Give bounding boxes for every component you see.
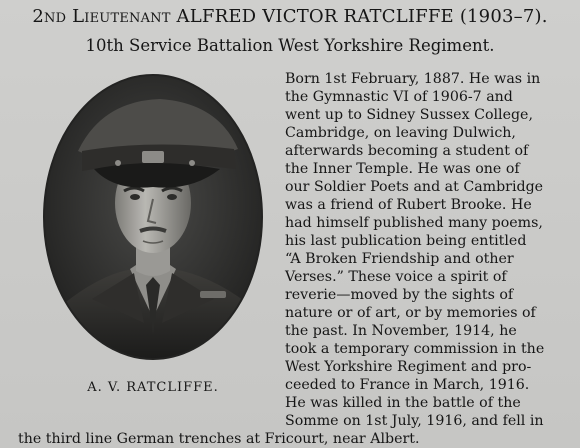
biography-line: the Inner Temple. He was one of bbox=[285, 161, 520, 177]
portrait-caption: A. V. RATCLIFFE. bbox=[87, 380, 219, 395]
biography-line: reverie—moved by the sights of bbox=[285, 287, 514, 303]
unit-subtitle: 10th Service Battalion West Yorkshire Regiment. bbox=[85, 36, 495, 55]
biography-line: the third line German trenches at Fricourt, near Albert. bbox=[18, 431, 420, 447]
school-years: (1903–7). bbox=[459, 6, 548, 27]
biography-line: afterwards becoming a student of bbox=[285, 143, 529, 159]
officer-name: ALFRED VICTOR RATCLIFFE bbox=[176, 6, 454, 27]
page-title bbox=[0, 6, 580, 27]
biography-line: “A Broken Friendship and other bbox=[285, 251, 514, 267]
biography-line: Verses.” These voice a spirit of bbox=[285, 269, 507, 285]
biography-line: went up to Sidney Sussex College, bbox=[285, 107, 533, 123]
biography-line: the Gymnastic VI of 1906-7 and bbox=[285, 89, 513, 105]
portrait-photo bbox=[42, 73, 264, 361]
biography-line: his last publication being entitled bbox=[285, 233, 527, 249]
biography-line: He was killed in the battle of the bbox=[285, 395, 521, 411]
biography-line: nature or of art, or by memories of bbox=[285, 305, 536, 321]
biography-line: our Soldier Poets and at Cambridge bbox=[285, 179, 544, 195]
biography-line: took a temporary commission in the bbox=[285, 341, 545, 357]
biography-line: Born 1st February, 1887. He was in bbox=[285, 71, 541, 87]
biography-line: Cambridge, on leaving Dulwich, bbox=[285, 125, 516, 141]
biography-line: ceeded to France in March, 1916. bbox=[285, 377, 530, 393]
biography-line: the past. In November, 1914, he bbox=[285, 323, 517, 339]
biography-line: was a friend of Rubert Brooke. He bbox=[285, 197, 532, 213]
rank-label: 2nd Lieutenant bbox=[32, 6, 171, 27]
biography-line: had himself published many poems, bbox=[285, 215, 543, 231]
biography-line: Somme on 1st July, 1916, and fell in bbox=[285, 413, 544, 429]
biography-line: West Yorkshire Regiment and pro- bbox=[285, 359, 532, 375]
